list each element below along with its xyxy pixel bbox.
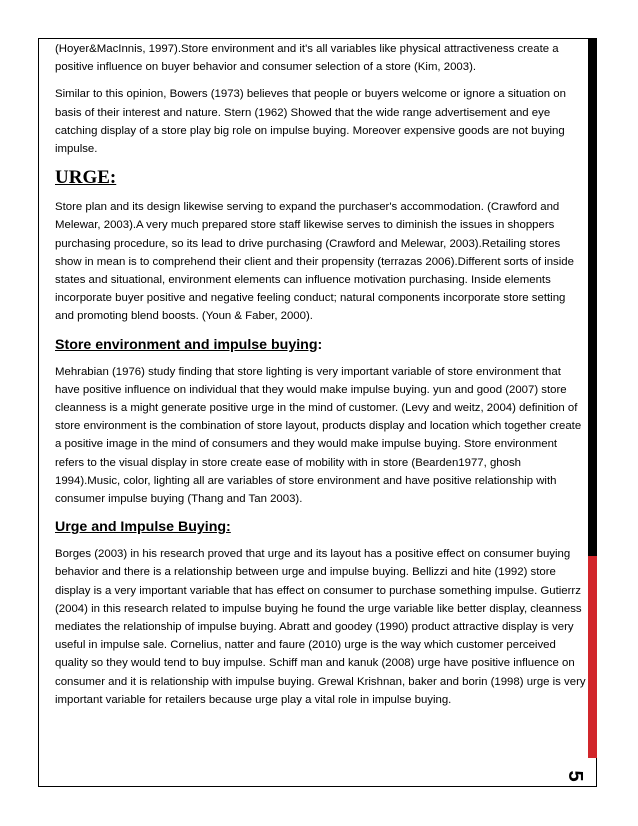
urge-heading: URGE:	[55, 167, 117, 189]
urge-paragraph: Store plan and its design likewise serving to expand the purchaser's accommodation. (Crawford and Melewar, 2003).A very much prepared store staff likewise serves to diminish the issues in shoppers purchasing procedure, so its lead to drive purchasing (Crawford and Melewar, 2003).Retailing stores show in mean is to comprehend their client and their propensity (terrazas 2006).Different sorts of inside states and situational, environment elements can influence motivation purchasing. Inside elements incorporate buyer positive and negative feeling conduct; natural components incorporate store setting and promoting blend boosts. (Youn & Faber, 2000).	[55, 201, 574, 323]
page-number: 5	[564, 770, 586, 782]
document-body	[55, 40, 587, 718]
intro-paragraph-1: (Hoyer&MacInnis, 1997).Store environment and it's all variables like physical attractiveness create a positive influence on buyer behavior and consumer selection of a store (Kim, 2003).	[55, 43, 559, 74]
urge-impulse-paragraph: Borges (2003) in his research proved that urge and its layout has a positive effect on consumer buying behavior and there is a relationship between urge and impulse buying. Bellizzi and hite (1992) store display is a very important variable that has effect on consumer to purchase something impulse. Gutierrz (2004) in this research related to impulse buying he found the urge variable like better display, cleanness mediates the relationship of impulse buying. Abratt and goodey (1990) product attractive display is very useful in impulse sale. Cornelius, natter and faure (2010) urge is the way which customer perceived quality so they would tend to buy impulse. Schiff man and kanuk (2008) urge have positive influence on consumer and it is relationship with impulse buying. Grewal Krishnan, baker and borin (1998) urge is very important variable for retailers because urge play a vital role in impulse buying.	[55, 548, 586, 706]
store-environment-paragraph: Mehrabian (1976) study finding that store lighting is very important variable of store environment that have positive influence on individual that they would make impulse buying. yun and good (2007) store cleanness is a might generate positive urge in the mind of customer. (Levy and weitz, 2004) definition of store environment is the combination of store layout, products display and location which together create a positive image in the mind of consumers and they would make impulse buying. Store environment refers to the visual display in store create ease of mobility with in store (Bearden1977, ghosh 1994).Music, color, lighting all are variables of store environment and have positive relationship with consumer impulse buying (Thang and Tan 2003).	[55, 365, 582, 506]
urge-impulse-heading	[55, 517, 587, 537]
sidebar-bar-dark	[588, 38, 597, 556]
sidebar-bar-accent	[588, 556, 597, 758]
store-environment-heading-colon: :	[317, 336, 323, 353]
store-environment-heading	[55, 335, 587, 355]
intro-paragraph-2: Similar to this opinion, Bowers (1973) believes that people or buyers welcome or ignore a situation on basis of their interest and nature. Stern (1962) Showed that the wide range advertisement and eye catching display of a store play big role on impulse buying. Moreover expensive goods are not buying impulse.	[55, 88, 566, 156]
urge-impulse-heading-text: Urge and Impulse Buying:	[55, 519, 231, 536]
store-environment-heading-text: Store environment and impulse buying	[55, 336, 318, 353]
